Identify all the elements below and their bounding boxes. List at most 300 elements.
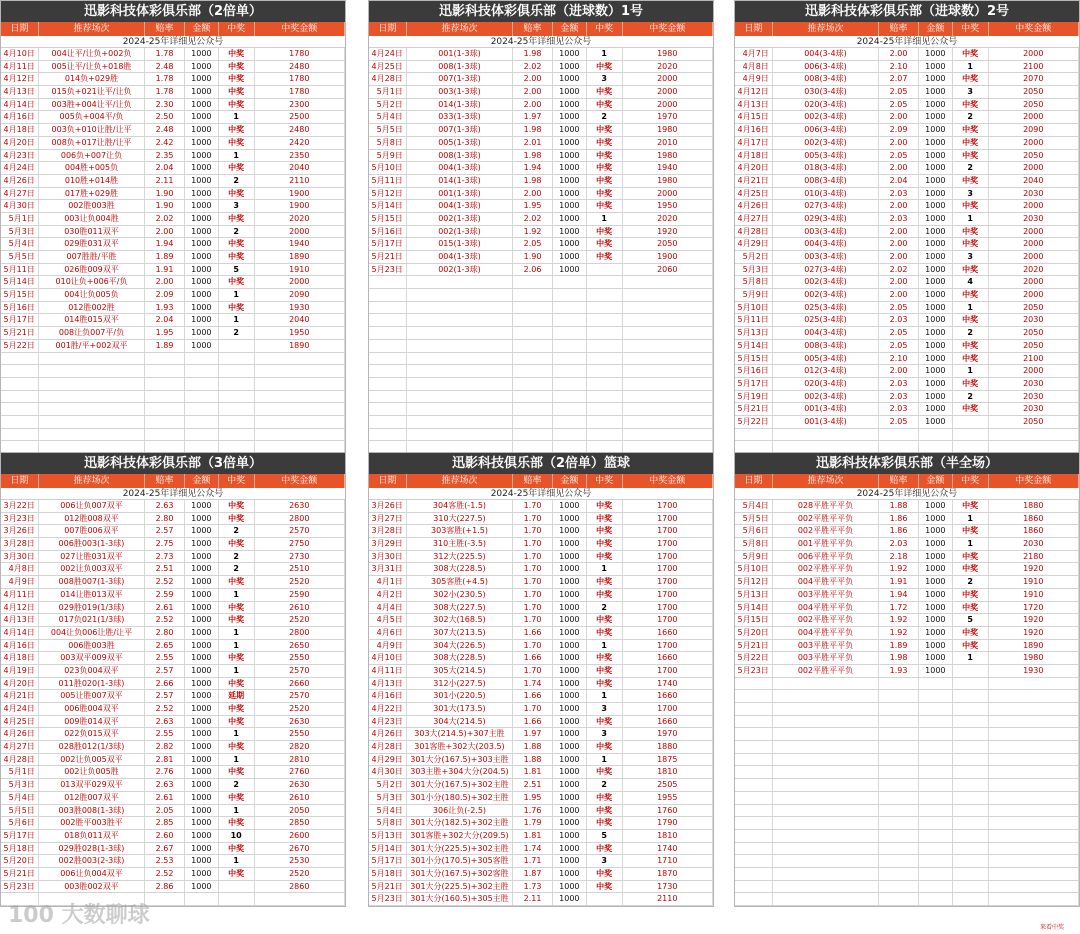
table-row: [735, 805, 1079, 818]
odds-cell: 1.89: [145, 251, 185, 263]
table-row: [735, 614, 1079, 627]
odds-cell: 2.00: [879, 200, 919, 212]
odds-cell: 1.94: [513, 162, 553, 174]
date-cell: 5月1日: [1, 213, 39, 225]
match-cell: [407, 353, 513, 365]
result-cell: 中奖: [953, 99, 989, 111]
result-cell: 中奖: [953, 602, 989, 614]
date-cell: 4月5日: [369, 614, 407, 626]
match-cell: [407, 302, 513, 314]
date-cell: 4月20日: [1, 678, 39, 690]
table-row: [369, 830, 713, 843]
match-cell: [773, 830, 879, 842]
odds-cell: 2.09: [879, 124, 919, 136]
odds-cell: 1.90: [145, 200, 185, 212]
amount-cell: 1000: [185, 238, 219, 250]
amount-cell: [185, 365, 219, 377]
match-cell: 002平胜平平负: [773, 525, 879, 537]
table-row: [1, 830, 345, 843]
odds-cell: [879, 893, 919, 905]
table-row: [369, 576, 713, 589]
table-row: [369, 525, 713, 538]
match-cell: 006胜004双平: [39, 703, 145, 715]
payout-cell: 1955: [623, 792, 713, 804]
match-cell: 301小分(170.5)+305客胜: [407, 855, 513, 867]
date-cell: [369, 365, 407, 377]
date-cell: 4月20日: [1, 137, 39, 149]
odds-cell: 2.03: [879, 391, 919, 403]
subtitle: 2024-25年详细见公众号: [369, 488, 713, 500]
match-cell: [773, 893, 879, 905]
odds-cell: [879, 855, 919, 867]
result-cell: 4: [953, 276, 989, 288]
table-row: [369, 61, 713, 74]
table-row: [369, 614, 713, 627]
odds-cell: 2.03: [879, 213, 919, 225]
match-cell: 002(1-3球): [407, 226, 513, 238]
odds-cell: [879, 792, 919, 804]
match-cell: 005让胜007双平: [39, 690, 145, 702]
amount-cell: 1000: [553, 805, 587, 817]
table-row: [369, 589, 713, 602]
date-cell: 4月23日: [369, 716, 407, 728]
payout-cell: [623, 416, 713, 428]
header-row: [735, 474, 1079, 488]
result-cell: 3: [587, 73, 623, 85]
date-cell: 4月10日: [1, 48, 39, 60]
odds-cell: 2.50: [145, 111, 185, 123]
date-cell: 5月22日: [1, 340, 39, 352]
match-cell: 014(1-3球): [407, 99, 513, 111]
match-cell: 011胜020(1-3球): [39, 678, 145, 690]
date-cell: 5月10日: [369, 162, 407, 174]
result-cell: 2: [219, 175, 255, 187]
match-cell: 004让平/让负+002负: [39, 48, 145, 60]
payout-cell: 1900: [623, 251, 713, 263]
date-cell: 4月1日: [369, 576, 407, 588]
header-date: 日期: [735, 22, 773, 36]
payout-cell: 2000: [255, 276, 345, 288]
date-cell: [369, 314, 407, 326]
match-cell: 301大分(167.5)+302主胜: [407, 779, 513, 791]
odds-cell: 2.59: [145, 589, 185, 601]
odds-cell: 1.70: [513, 513, 553, 525]
payout-cell: 2660: [255, 678, 345, 690]
amount-cell: 1000: [553, 716, 587, 728]
header-payout: 中奖金额: [623, 474, 713, 488]
amount-cell: 1000: [553, 500, 587, 512]
header-payout: 中奖金额: [255, 22, 345, 36]
amount-cell: 1000: [185, 289, 219, 301]
match-cell: 305大(214.5): [407, 665, 513, 677]
payout-cell: [989, 754, 1079, 766]
table-row: [735, 416, 1079, 429]
payout-cell: 1930: [255, 302, 345, 314]
match-cell: 004平胜平平负: [773, 602, 879, 614]
date-cell: 4月27日: [1, 741, 39, 753]
payout-cell: [623, 353, 713, 365]
match-cell: 006让负004双平: [39, 868, 145, 880]
payout-cell: 1700: [623, 500, 713, 512]
date-cell: 3月29日: [369, 538, 407, 550]
payout-cell: 2020: [255, 213, 345, 225]
odds-cell: 1.86: [879, 525, 919, 537]
table-row: [735, 627, 1079, 640]
result-cell: 中奖: [219, 703, 255, 715]
odds-cell: 2.81: [145, 754, 185, 766]
amount-cell: 1000: [185, 855, 219, 867]
match-cell: [407, 391, 513, 403]
date-cell: 5月15日: [369, 213, 407, 225]
payout-cell: 2750: [255, 538, 345, 550]
table-row: [1, 754, 345, 767]
table-row: [1, 73, 345, 86]
result-cell: 3: [953, 251, 989, 263]
odds-cell: [513, 416, 553, 428]
match-cell: 308大(227.5): [407, 602, 513, 614]
result-cell: 3: [587, 703, 623, 715]
date-cell: 5月11日: [1, 264, 39, 276]
amount-cell: 1000: [553, 855, 587, 867]
odds-cell: [145, 378, 185, 390]
payout-cell: 2820: [255, 741, 345, 753]
date-cell: 5月16日: [1, 302, 39, 314]
match-cell: 018负011双平: [39, 830, 145, 842]
payout-cell: 1880: [623, 741, 713, 753]
match-cell: [773, 429, 879, 441]
payout-cell: 1880: [989, 500, 1079, 512]
match-cell: 301小分(180.5)+302主胜: [407, 792, 513, 804]
amount-cell: 1000: [185, 792, 219, 804]
odds-cell: 2.35: [145, 150, 185, 162]
amount-cell: 1000: [185, 868, 219, 880]
match-cell: [773, 881, 879, 893]
odds-cell: [513, 429, 553, 441]
date-cell: [369, 378, 407, 390]
odds-cell: 2.18: [879, 551, 919, 563]
match-cell: 308大(228.5): [407, 563, 513, 575]
result-cell: 中奖: [219, 678, 255, 690]
match-cell: [39, 403, 145, 415]
result-cell: 中奖: [219, 276, 255, 288]
date-cell: 4月13日: [1, 86, 39, 98]
payout-cell: 2050: [989, 150, 1079, 162]
odds-cell: 2.02: [879, 264, 919, 276]
date-cell: [735, 779, 773, 791]
odds-cell: 2.05: [879, 150, 919, 162]
result-cell: 中奖: [953, 500, 989, 512]
match-cell: 002(3-4球): [773, 111, 879, 123]
result-cell: [219, 340, 255, 352]
match-cell: 004平胜平平负: [773, 627, 879, 639]
odds-cell: 2.00: [879, 251, 919, 263]
payout-cell: 2050: [255, 805, 345, 817]
result-cell: 中奖: [953, 238, 989, 250]
odds-cell: 2.04: [145, 314, 185, 326]
amount-cell: [185, 353, 219, 365]
payout-cell: 2000: [989, 137, 1079, 149]
table-row: [1, 551, 345, 564]
result-cell: [587, 893, 623, 905]
payout-cell: 2000: [989, 162, 1079, 174]
table-row: [735, 238, 1079, 251]
date-cell: 5月4日: [735, 500, 773, 512]
header-result: 中奖: [587, 474, 623, 488]
match-cell: 301大分(225.5)+302主胜: [407, 843, 513, 855]
payout-cell: 2670: [255, 843, 345, 855]
payout-cell: 2050: [989, 416, 1079, 428]
payout-cell: 2180: [989, 551, 1079, 563]
result-cell: 2: [953, 111, 989, 123]
amount-cell: 1000: [919, 61, 953, 73]
amount-cell: [185, 429, 219, 441]
table-row: [369, 792, 713, 805]
match-cell: 015负+021让平/让负: [39, 86, 145, 98]
header-amount: 金额: [185, 22, 219, 36]
odds-cell: 2.01: [513, 137, 553, 149]
date-cell: 4月12日: [1, 73, 39, 85]
odds-cell: 2.00: [879, 111, 919, 123]
date-cell: 5月19日: [735, 391, 773, 403]
table-row: [1, 188, 345, 201]
payout-cell: 2500: [255, 111, 345, 123]
match-cell: 301客胜+302大分(209.5): [407, 830, 513, 842]
odds-cell: 1.70: [513, 500, 553, 512]
result-cell: 中奖: [587, 551, 623, 563]
amount-cell: 1000: [919, 652, 953, 664]
amount-cell: 1000: [185, 640, 219, 652]
payout-cell: 2850: [255, 817, 345, 829]
odds-cell: 1.92: [879, 563, 919, 575]
table-row: [369, 48, 713, 61]
payout-cell: 2550: [255, 728, 345, 740]
match-cell: 008(3-4球): [773, 175, 879, 187]
header-odds: 赔率: [513, 22, 553, 36]
table-row: [369, 238, 713, 251]
match-cell: 029胜028(1-3球): [39, 843, 145, 855]
amount-cell: [919, 766, 953, 778]
date-cell: 4月11日: [1, 61, 39, 73]
result-cell: [953, 741, 989, 753]
match-cell: 013双平029双平: [39, 779, 145, 791]
match-cell: 020(3-4球): [773, 378, 879, 390]
payout-cell: 2000: [623, 99, 713, 111]
odds-cell: 2.76: [145, 766, 185, 778]
payout-cell: [623, 314, 713, 326]
odds-cell: 2.00: [879, 162, 919, 174]
result-cell: 2: [219, 226, 255, 238]
result-cell: 1: [953, 365, 989, 377]
match-cell: 303客胜(+1.5): [407, 525, 513, 537]
odds-cell: 2.86: [145, 881, 185, 893]
match-cell: 006负+007让负: [39, 150, 145, 162]
payout-cell: 1940: [623, 162, 713, 174]
amount-cell: 1000: [919, 563, 953, 575]
odds-cell: 1.73: [513, 881, 553, 893]
match-cell: 302小(230.5): [407, 589, 513, 601]
payout-cell: 1980: [623, 48, 713, 60]
date-cell: 5月6日: [735, 525, 773, 537]
amount-cell: 1000: [553, 652, 587, 664]
payout-cell: 2650: [255, 640, 345, 652]
payout-cell: 2030: [989, 188, 1079, 200]
match-cell: [773, 716, 879, 728]
result-cell: 中奖: [219, 251, 255, 263]
result-cell: [219, 429, 255, 441]
date-cell: 4月23日: [1, 150, 39, 162]
odds-cell: 1.94: [879, 589, 919, 601]
table-row: [735, 640, 1079, 653]
panel-title: 迅影科技体彩俱乐部（进球数）1号: [369, 1, 713, 22]
table-row: [1, 868, 345, 881]
odds-cell: [145, 893, 185, 905]
result-cell: 中奖: [953, 627, 989, 639]
amount-cell: 1000: [553, 868, 587, 880]
date-cell: 5月15日: [1, 289, 39, 301]
amount-cell: 1000: [919, 627, 953, 639]
match-cell: 014负+029胜: [39, 73, 145, 85]
match-cell: 027(3-4球): [773, 264, 879, 276]
result-cell: 2: [953, 327, 989, 339]
result-cell: [953, 429, 989, 441]
odds-cell: 1.94: [145, 238, 185, 250]
odds-cell: 2.05: [879, 99, 919, 111]
odds-cell: 2.53: [145, 855, 185, 867]
match-cell: 002胜003胜: [39, 200, 145, 212]
date-cell: 5月17日: [369, 238, 407, 250]
result-cell: 1: [587, 640, 623, 652]
date-cell: [735, 690, 773, 702]
match-cell: 004(3-4球): [773, 48, 879, 60]
table-row: [1, 678, 345, 691]
amount-cell: 1000: [919, 73, 953, 85]
odds-cell: 1.74: [513, 678, 553, 690]
date-cell: 3月28日: [369, 525, 407, 537]
amount-cell: 1000: [553, 226, 587, 238]
amount-cell: 1000: [919, 500, 953, 512]
match-cell: 005(3-4球): [773, 150, 879, 162]
match-cell: 002让负003双平: [39, 563, 145, 575]
payout-cell: 2000: [623, 73, 713, 85]
result-cell: 1: [587, 690, 623, 702]
match-cell: 008(1-3球): [407, 150, 513, 162]
match-cell: [407, 327, 513, 339]
panel-title: 迅影科技俱乐部（2倍单）篮球: [369, 453, 713, 474]
amount-cell: 1000: [919, 48, 953, 60]
match-cell: [407, 340, 513, 352]
result-cell: 中奖: [587, 652, 623, 664]
result-cell: 1: [219, 665, 255, 677]
header-match: 推荐场次: [407, 474, 513, 488]
date-cell: 5月17日: [1, 314, 39, 326]
date-cell: 4月8日: [1, 563, 39, 575]
table-row: [369, 353, 713, 366]
amount-cell: 1000: [553, 576, 587, 588]
odds-cell: 2.05: [879, 327, 919, 339]
result-cell: 中奖: [587, 162, 623, 174]
result-cell: 3: [953, 188, 989, 200]
amount-cell: [919, 779, 953, 791]
match-cell: 007胜胜/平胜: [39, 251, 145, 263]
odds-cell: 2.63: [145, 716, 185, 728]
amount-cell: 1000: [185, 500, 219, 512]
date-cell: 5月12日: [735, 576, 773, 588]
payout-cell: 1710: [623, 855, 713, 867]
panel-goals-2: [734, 0, 1080, 455]
result-cell: 中奖: [219, 137, 255, 149]
payout-cell: 2510: [255, 563, 345, 575]
table-row: [1, 264, 345, 277]
payout-cell: 2020: [623, 213, 713, 225]
table-row: [369, 602, 713, 615]
odds-cell: [879, 754, 919, 766]
header-match: 推荐场次: [39, 474, 145, 488]
table-row: [735, 276, 1079, 289]
result-cell: [953, 716, 989, 728]
date-cell: 4月25日: [1, 716, 39, 728]
payout-cell: [989, 830, 1079, 842]
payout-cell: [989, 881, 1079, 893]
table-row: [369, 563, 713, 576]
result-cell: 延期: [219, 690, 255, 702]
date-cell: [369, 327, 407, 339]
match-cell: 022负015双平: [39, 728, 145, 740]
amount-cell: 1000: [919, 640, 953, 652]
amount-cell: [919, 868, 953, 880]
table-row: [735, 576, 1079, 589]
payout-cell: 1970: [623, 728, 713, 740]
result-cell: 中奖: [219, 188, 255, 200]
header-amount: 金额: [185, 474, 219, 488]
match-cell: 008(1-3球): [407, 61, 513, 73]
match-cell: 010(3-4球): [773, 188, 879, 200]
payout-cell: 1700: [623, 589, 713, 601]
amount-cell: 1000: [553, 602, 587, 614]
result-cell: 中奖: [587, 500, 623, 512]
payout-cell: [989, 703, 1079, 715]
amount-cell: 1000: [185, 690, 219, 702]
table-row: [369, 817, 713, 830]
match-cell: [407, 403, 513, 415]
result-cell: 中奖: [587, 538, 623, 550]
payout-cell: 1700: [623, 563, 713, 575]
table-row: [1, 766, 345, 779]
result-cell: 1: [219, 728, 255, 740]
odds-cell: [879, 741, 919, 753]
date-cell: 5月5日: [1, 251, 39, 263]
odds-cell: 2.57: [145, 525, 185, 537]
amount-cell: 1000: [553, 627, 587, 639]
date-cell: 4月13日: [1, 614, 39, 626]
payout-cell: [989, 429, 1079, 441]
odds-cell: 2.75: [145, 538, 185, 550]
result-cell: [587, 429, 623, 441]
payout-cell: [989, 690, 1079, 702]
odds-cell: 1.87: [513, 868, 553, 880]
result-cell: 中奖: [953, 175, 989, 187]
match-cell: 005负+004平/负: [39, 111, 145, 123]
odds-cell: 2.05: [513, 238, 553, 250]
result-cell: 2: [587, 111, 623, 123]
match-cell: [407, 378, 513, 390]
amount-cell: [553, 378, 587, 390]
table-row: [735, 175, 1079, 188]
amount-cell: 1000: [553, 264, 587, 276]
odds-cell: 2.00: [513, 73, 553, 85]
amount-cell: 1000: [919, 365, 953, 377]
amount-cell: 1000: [553, 728, 587, 740]
result-cell: [587, 378, 623, 390]
